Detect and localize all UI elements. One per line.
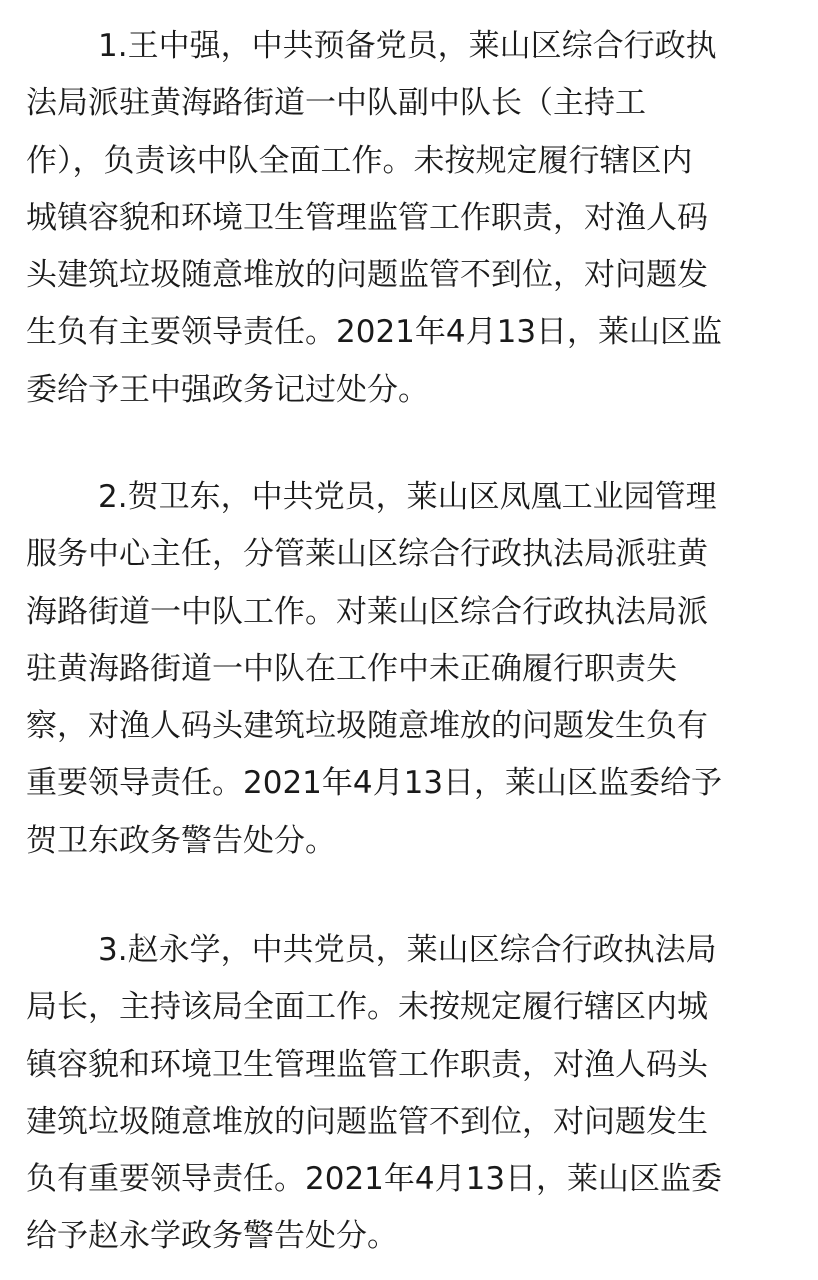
- text-line: 2.贺卫东，中共党员，莱山区凤凰工业园管理: [98, 479, 717, 515]
- text-line: 生负有主要领导责任。2021年4月13日，莱山区监: [26, 314, 723, 351]
- text-line: 负有重要领导责任。2021年4月13日，莱山区监委: [26, 1161, 723, 1198]
- text-line: 建筑垃圾随意堆放的问题监管不到位，对问题发生: [26, 1103, 708, 1140]
- text-line: 驻黄海路街道一中队在工作中未正确履行职责失: [26, 650, 677, 687]
- text-line: 头建筑垃圾随意堆放的问题监管不到位，对问题发: [26, 257, 708, 294]
- text-line: 服务中心主任，分管莱山区综合行政执法局派驻黄: [26, 536, 708, 573]
- text-line: 给予赵永学政务警告处分。: [26, 1218, 398, 1255]
- text-line: 察，对渔人码头建筑垃圾随意堆放的问题发生负有: [26, 708, 708, 745]
- text-line: 海路街道一中队工作。对莱山区综合行政执法局派: [26, 593, 708, 630]
- paragraph-he-weidong: [26, 469, 792, 870]
- text-line: 贺卫东政务警告处分。: [26, 822, 336, 859]
- text-line: 法局派驻黄海路街道一中队副中队长（主持工: [26, 85, 646, 122]
- text-line: 城镇容貌和环境卫生管理监管工作职责，对渔人码: [26, 199, 708, 236]
- paragraph-zhao-yongxue: [26, 922, 792, 1266]
- text-line: 1.王中强，中共预备党员，莱山区综合行政执: [98, 28, 717, 64]
- text-line: 委给予王中强政务记过处分。: [26, 371, 429, 408]
- text-line: 重要领导责任。2021年4月13日，莱山区监委给予: [26, 765, 723, 802]
- paragraph-wang-zhongqiang: [26, 18, 792, 419]
- text-line: 作），负责该中队全面工作。未按规定履行辖区内: [26, 142, 693, 179]
- text-line: 3.赵永学，中共党员，莱山区综合行政执法局: [98, 932, 717, 968]
- text-line: 局长，主持该局全面工作。未按规定履行辖区内城: [26, 989, 708, 1026]
- text-line: 镇容貌和环境卫生管理监管工作职责，对渔人码头: [26, 1046, 708, 1083]
